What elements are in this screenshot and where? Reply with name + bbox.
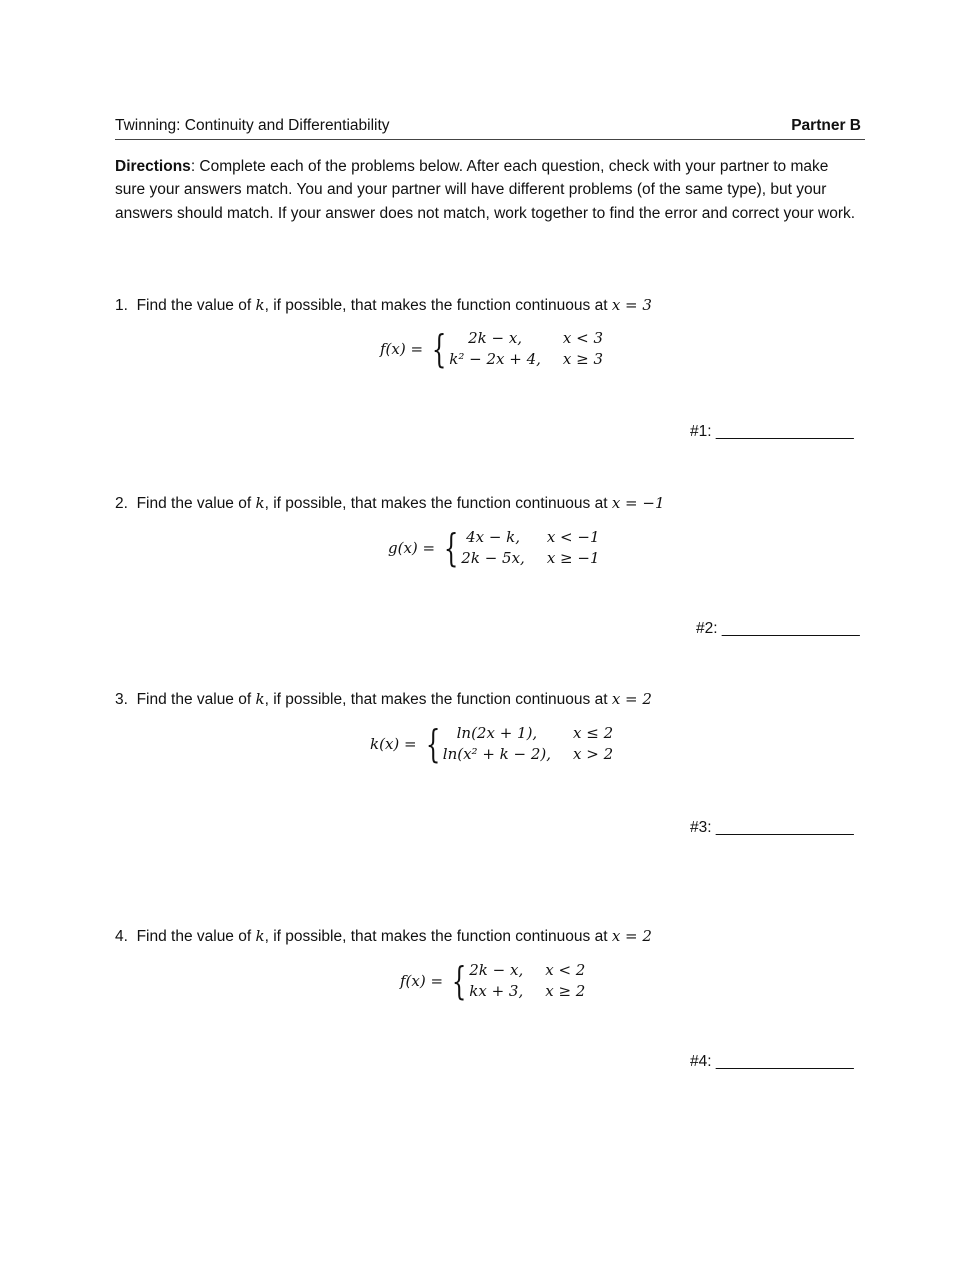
problem-3-prompt	[115, 690, 652, 709]
function-name: f(x) =	[400, 972, 444, 990]
function-name: g(x) =	[388, 539, 436, 557]
brace-icon: {	[425, 722, 440, 766]
problem-number: 1.	[115, 297, 128, 314]
prompt-text: Find the value of	[136, 495, 256, 512]
piece-expression: ln(x² + k − 2),	[442, 745, 552, 763]
piece-expression: 2k − 5x,	[461, 549, 525, 567]
answer-blank-4[interactable]: #4: ________________	[690, 1053, 854, 1070]
directions-label: Directions	[115, 158, 191, 175]
brace-icon: {	[443, 526, 459, 570]
problem-4-prompt	[115, 927, 652, 946]
variable: k	[255, 690, 265, 708]
prompt-text-2: , if possible, that makes the function continuous at	[264, 928, 612, 945]
piece-row	[449, 328, 603, 349]
piecewise-function-1	[380, 328, 603, 370]
prompt-text: Find the value of	[136, 928, 256, 945]
problem-number: 3.	[115, 691, 128, 708]
piece-row	[449, 349, 603, 370]
piece-condition: x ≤ 2	[573, 724, 614, 742]
piece-expression: 2k − x,	[469, 961, 524, 979]
piece-row	[469, 981, 585, 1002]
header-divider	[115, 139, 865, 140]
directions-text: : Complete each of the problems below. After each question, check with your partner to make sure your answers match. You and your partner will have different problems (of the same type), but your answers should match. If your answer does not match, work together to find the error and correct your work.	[115, 158, 856, 222]
piecewise-function-2	[388, 527, 600, 569]
piece-condition: x ≥ −1	[546, 549, 600, 567]
variable: k	[255, 927, 265, 945]
problem-1-prompt	[115, 296, 652, 315]
problem-number: 2.	[115, 495, 128, 512]
piece-expression: 4x − k,	[466, 528, 521, 546]
piece-condition: x < 3	[562, 329, 603, 347]
answer-blank-2[interactable]: #2: ________________	[696, 620, 860, 637]
piece-condition: x ≥ 2	[545, 982, 586, 1000]
problem-2-prompt	[115, 494, 665, 513]
piece-expression: k² − 2x + 4,	[449, 350, 541, 368]
continuity-point: x = −1	[611, 494, 665, 512]
continuity-point: x = 2	[611, 927, 652, 945]
continuity-point: x = 3	[611, 296, 652, 314]
brace-icon: {	[451, 959, 467, 1003]
continuity-point: x = 2	[611, 690, 652, 708]
directions	[115, 155, 860, 225]
piecewise-function-3	[370, 723, 613, 765]
worksheet-title: Twinning: Continuity and Differentiability	[115, 117, 390, 134]
piece-condition: x < −1	[546, 528, 600, 546]
piece-expression: kx + 3,	[469, 982, 524, 1000]
piece-expression: 2k − x,	[468, 329, 523, 347]
prompt-text-2: , if possible, that makes the function continuous at	[264, 495, 612, 512]
piece-condition: x ≥ 3	[562, 350, 603, 368]
variable: k	[255, 296, 265, 314]
piece-row	[443, 744, 613, 765]
piecewise-function-4	[400, 960, 585, 1002]
piece-row	[443, 723, 613, 744]
problem-number: 4.	[115, 928, 128, 945]
piece-row	[469, 960, 585, 981]
brace-icon: {	[431, 327, 447, 371]
piece-condition: x > 2	[573, 745, 614, 763]
prompt-text-2: , if possible, that makes the function continuous at	[264, 691, 612, 708]
function-name: k(x) =	[370, 735, 417, 753]
piece-row	[461, 527, 599, 548]
answer-blank-3[interactable]: #3: ________________	[690, 819, 854, 836]
piece-row	[461, 548, 599, 569]
function-name: f(x) =	[380, 340, 424, 358]
piece-expression: ln(2x + 1),	[456, 724, 538, 742]
prompt-text: Find the value of	[136, 297, 256, 314]
variable: k	[255, 494, 265, 512]
answer-blank-1[interactable]: #1: ________________	[690, 423, 854, 440]
piece-condition: x < 2	[545, 961, 586, 979]
prompt-text-2: , if possible, that makes the function continuous at	[264, 297, 612, 314]
partner-label: Partner B	[791, 117, 861, 134]
prompt-text: Find the value of	[136, 691, 256, 708]
